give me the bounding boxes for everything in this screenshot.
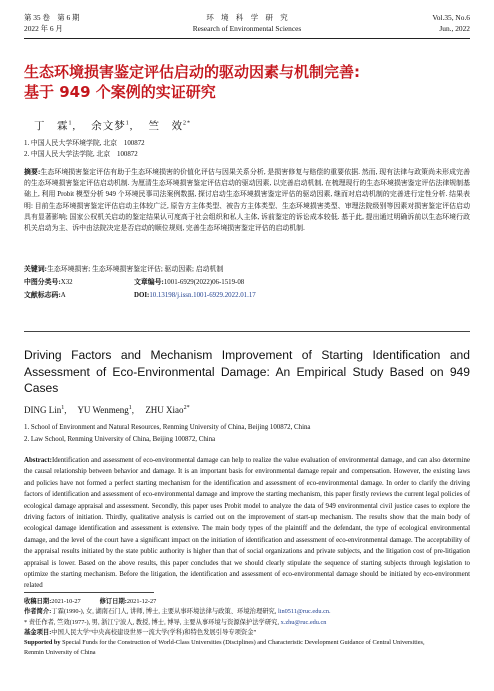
keywords-label: 关键词: bbox=[24, 266, 47, 273]
chinese-title-line-1: 生态环境损害鉴定评估启动的驱动因素与机制完善: bbox=[24, 63, 361, 81]
author-email-link[interactable]: lin0511@ruc.edu.cn. bbox=[277, 608, 331, 616]
footnotes bbox=[24, 597, 470, 659]
document-code: A bbox=[60, 292, 66, 299]
doi-label: DOI: bbox=[134, 292, 150, 299]
running-header bbox=[24, 12, 470, 36]
author-name: ZHU Xiao bbox=[145, 405, 184, 415]
fund-en-label: Supported by bbox=[24, 639, 61, 647]
english-title: Driving Factors and Mechanism Improvement of Starting Identification and Assessment of Eco-Environmental Damage: An Empirical Study Based on 949 Cases bbox=[24, 348, 470, 396]
author-affiliation-mark: 2* bbox=[183, 405, 190, 411]
chinese-title-line-2: 基于 949 个案例的实证研究 bbox=[24, 83, 216, 101]
abstract-label: Abstract: bbox=[24, 457, 52, 464]
keywords: 生态环境损害; 生态环境损害鉴定评估; 驱动因素; 启动机制 bbox=[46, 266, 224, 273]
corresponding-email-link[interactable]: x.zhu@ruc.edu.cn bbox=[280, 618, 327, 626]
classification-line bbox=[24, 278, 245, 289]
date-en: Jun., 2022 bbox=[439, 24, 470, 33]
chinese-affiliation-1: 1. 中国人民大学环境学院, 北京 100872 bbox=[24, 140, 145, 147]
received-line bbox=[24, 597, 470, 607]
chinese-abstract bbox=[24, 167, 470, 234]
author-affiliation-mark: 1 bbox=[68, 120, 73, 127]
abstract-text: Identification and assessment of eco-environmental damage can help to realize the value evaluation of environmental damage, and can also determine the causal relationship between behavior and damage. It is an important basis for environmental damage repair and compensation. However, the existing laws and policies have not formed a perfect starting mechanism for the identification and assessment of eco-environmental damage. In order to clarify the driving factors of identification and assessment of eco-environmental damage and improve the starting mechanism, this paper firstly reviews the current legal policies of ecological damage appraisal and assessment. Secondly, this paper uses Probit model to analyze the data of 949 environmental civil justice cases to explore the driving factors of initiation. Thirdly, qualitative analysis is carried out on the improvement of start-up mechanism. The results show that the main body of ecological damage identification and assessment is extensive. The main body types of the plaintiff and the defendant, the type of ecological environmental damage, and the level of the court have a significant impact on the initiation of identification and assessment of eco-environmental damage. The acceptability of the appraisal results initiated by the state public authority is higher than that of social organizations and private subjects, and the litigation cost of pre-litigation appraisal is lower. Based on the above results, this paper concludes that we should clearly stipulate the sequence of starting subjects through legislation to optimize the starting mechanism. Before the litigation, the identification and assessment of eco-environmental damage should be initiated by eco-environment related bbox=[24, 457, 470, 590]
header-center bbox=[24, 12, 470, 34]
journal-en: Research of Environmental Sciences bbox=[192, 24, 302, 33]
fund-label: 基金项目: bbox=[24, 628, 52, 636]
corresponding-author-info: * 责任作者, 竺效(1977-), 男, 浙江宁波人, 教授, 博士, 博导, 主要从事环境与资源保护法学研究, bbox=[24, 618, 280, 626]
article-number: 1001-6929(2022)06-1519-08 bbox=[163, 279, 245, 286]
received-label: 收稿日期: bbox=[24, 598, 52, 605]
author-affiliation-mark: 1 bbox=[128, 405, 132, 411]
author-info-line bbox=[24, 607, 470, 617]
received-date: 2021-10-27 bbox=[51, 598, 81, 605]
chinese-affiliation-2: 2. 中国人民大学法学院, 北京 100872 bbox=[24, 151, 138, 158]
revised-date: 2021-12-27 bbox=[126, 598, 157, 605]
date-zh: 2022 年 6 月 bbox=[24, 24, 63, 33]
author-name: 余文梦 bbox=[91, 121, 126, 132]
author-info-label: 作者简介: bbox=[24, 608, 52, 616]
document-code-label: 文献标志码: bbox=[24, 292, 61, 299]
footnote-divider bbox=[24, 592, 154, 593]
chinese-title bbox=[24, 62, 470, 102]
author-name: DING Lin bbox=[24, 405, 62, 415]
header-right bbox=[432, 12, 470, 34]
fund-en-line bbox=[24, 638, 470, 648]
author-affiliation-mark: 1 bbox=[125, 120, 130, 127]
author-affiliation-mark: 1 bbox=[61, 405, 65, 411]
fund-en: Special Funds for the Construction of World-Class Universities (Disciplines) and Characteristic Development Guidance of Central Universities, bbox=[62, 639, 425, 647]
article-number-label: 文章编号: bbox=[134, 279, 164, 286]
section-divider bbox=[24, 331, 470, 332]
abstract-text: 生态环境损害鉴定评估有助于生态环境损害的价值化评估与因果关系分析, 是损害修复与赔偿的重要依据. 然而, 现有法律与政策尚未形成完善的生态环境损害鉴定评估启动机制. 为厘清生态环境损害鉴定评估启动的驱动因素, 以完善启动机制, 在梳理现行的生态环境损害鉴定评估法律规制基础上, 利用 Probit 模型分析 949 个环境民事司法案例数据, 探讨启动生态环境损害鉴定评估的驱动因素, 继而对启动机制的完善进行定性分析. 结果表明: 目前生态环境损害鉴定评估启动主体较广泛, 原告方主体类型、被告方主体类型、生态环境损害类型、审理法院级别等因素对损害鉴定评估启动具有显著影响; 国家公权机关启动的鉴定结果认可度高于社会组织和私人主体, 诉前鉴定的诉讼成本较低. 基于此, 提出通过明确诉前以生态环境行政机关启动为主、诉中由法院决定是否启动的顺位规则, 完善生态环境损害鉴定评估的启动机制. bbox=[24, 169, 470, 233]
doi-link[interactable]: 10.13198/j.issn.1001-6929.2022.01.17 bbox=[149, 292, 256, 299]
abstract-label: 摘要: bbox=[24, 169, 41, 176]
fund-zh: 中国人民大学“中央高校建设世界一流大学(学科)和特色发展引导专项资金” bbox=[51, 628, 257, 636]
volume-zh: 第 35 卷 第 6 期 bbox=[24, 13, 80, 22]
author-name: 丁 霖 bbox=[34, 121, 69, 132]
author-info: 丁霖(1990-), 女, 湖南石门人, 讲师, 博士, 主要从事环境法律与政策、环境治理研究, bbox=[51, 608, 277, 616]
journal-zh: 环 境 科 学 研 究 bbox=[206, 13, 288, 22]
author-name: YU Wenmeng bbox=[77, 405, 129, 415]
author-affiliation-mark: 2* bbox=[183, 120, 191, 127]
clc-label: 中图分类号: bbox=[24, 279, 61, 286]
english-abstract bbox=[24, 455, 470, 592]
header-divider bbox=[24, 38, 470, 39]
revised-label: 修订日期: bbox=[99, 598, 127, 605]
author-name: 竺 效 bbox=[148, 121, 183, 132]
clc-value: X32 bbox=[60, 279, 73, 286]
chinese-authors: 丁 霖$^1$, 余文梦$^1$, 竺 效$^{2*}$ bbox=[34, 120, 191, 132]
fund-en-line-2: Renmin University of China bbox=[24, 649, 96, 657]
english-affiliation-1: 1. School of Environment and Natural Resources, Renming University of China, Beijing 100872, China bbox=[24, 424, 311, 431]
keywords-line bbox=[24, 265, 223, 276]
volume-en: Vol.35, No.6 bbox=[432, 13, 470, 22]
document-code-line bbox=[24, 291, 256, 302]
fund-zh-line bbox=[24, 628, 470, 638]
english-authors: DING Lin$^1$, YU Wenmeng$^1$, ZHU Xiao$^{2*}$ bbox=[24, 405, 190, 415]
english-affiliation-2: 2. Law School, Renming University of China, Beijing 100872, China bbox=[24, 436, 216, 443]
corresponding-author-line bbox=[24, 618, 470, 628]
